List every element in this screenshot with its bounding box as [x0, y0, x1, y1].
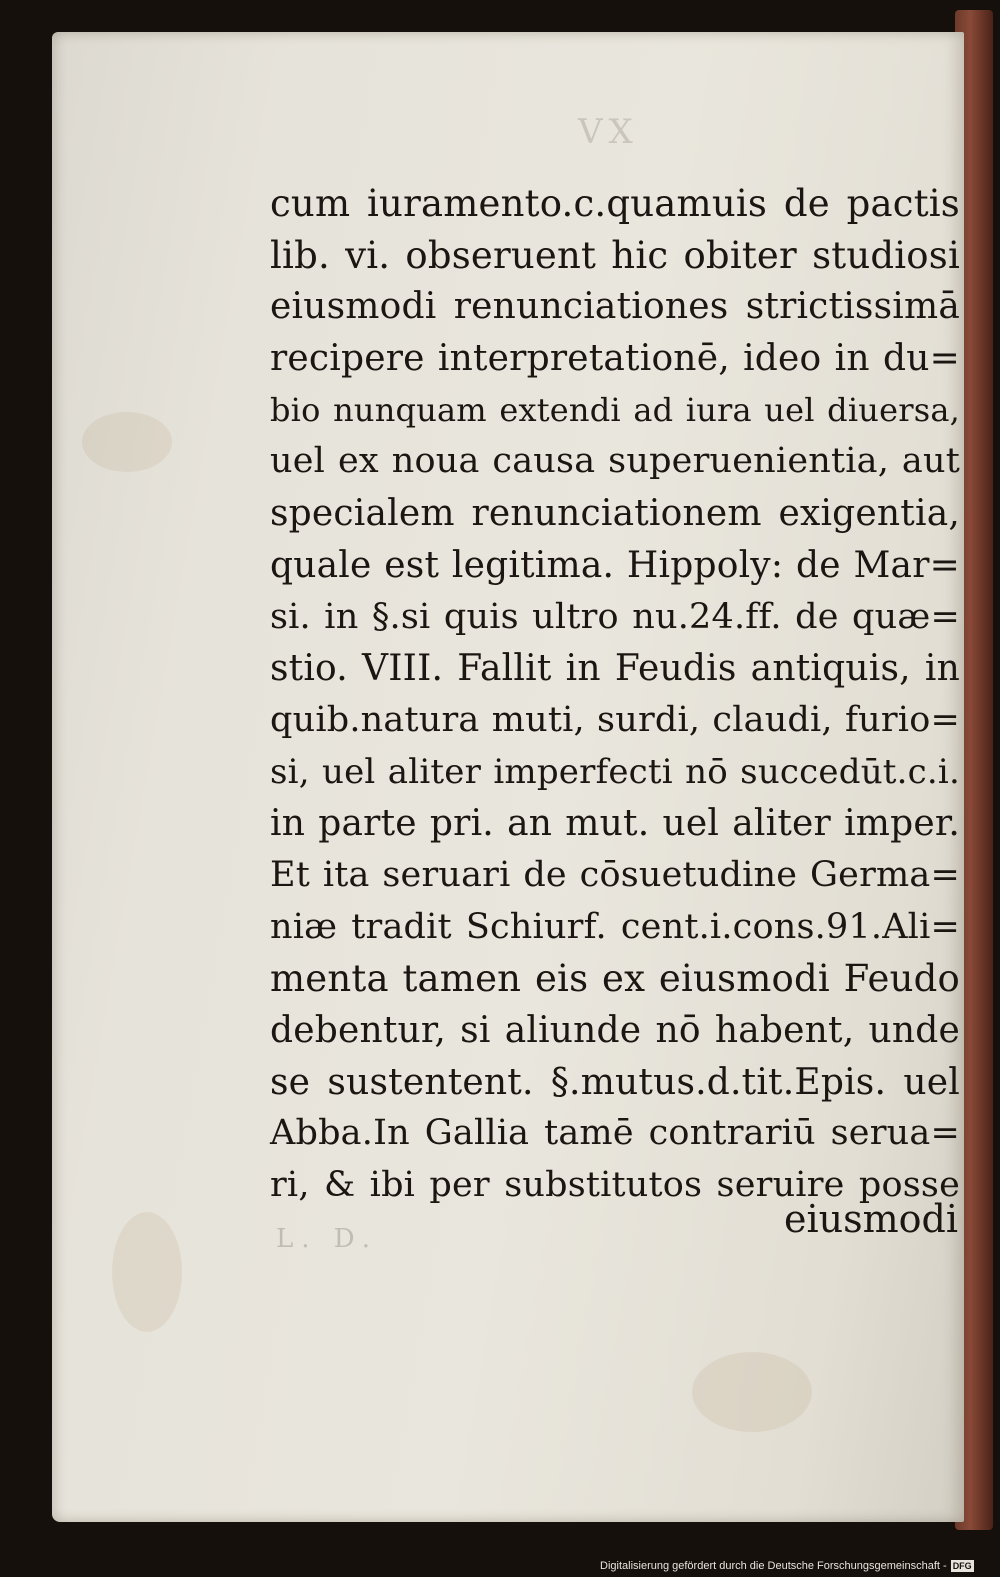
text-line: recipere interpretationē, ideo in du= — [270, 338, 960, 380]
text-line: menta tamen eis ex eiusmodi Feudo — [270, 957, 960, 1001]
text-line: specialem renunciationem exigentia, — [270, 493, 960, 535]
text-line: uel ex noua causa superuenientia, aut — [270, 441, 960, 482]
paper-stain — [82, 412, 172, 472]
text-line: lib. vi. obseruent hic obiter studiosi — [270, 233, 960, 277]
text-line: quib.natura muti, surdi, claudi, furio= — [270, 699, 960, 740]
text-line: eiusmodi renunciationes strictissimā — [270, 286, 960, 328]
paper-stain — [112, 1212, 182, 1332]
text-line: in parte pri. an mut. uel aliter imper. — [270, 803, 960, 845]
faint-margin-mark: L. D. — [276, 1224, 378, 1254]
text-line: cum iuramento.c.quamuis de pactis — [270, 182, 960, 225]
text-line: se sustentent. §.mutus.d.tit.Epis. uel — [270, 1061, 960, 1103]
paper-stain — [692, 1352, 812, 1432]
text-line: si. in §.si quis ultro nu.24.ff. de quæ= — [270, 596, 960, 637]
catchword: eiusmodi — [783, 1197, 958, 1241]
text-line: Et ita seruari de cōsuetudine Germa= — [270, 854, 960, 895]
text-line: ri, & ibi per substitutos seruire posse — [270, 1165, 960, 1206]
funding-footer — [600, 1558, 974, 1574]
text-line: debentur, si aliunde nō habent, unde — [270, 1010, 960, 1051]
text-line: si, uel aliter imperfecti nō succedūt.c.i. — [270, 751, 960, 792]
dfg-logo: DFG — [952, 1561, 972, 1571]
signature-mark: VX — [578, 112, 639, 152]
text-line: quale est legitima. Hippoly: de Mar= — [270, 544, 960, 586]
text-line: Abba.In Gallia tamē contrariū serua= — [270, 1113, 960, 1154]
funding-note: Digitalisierung gefördert durch die Deutsche Forschungsgemeinschaft - — [600, 1560, 947, 1572]
body-text — [270, 178, 960, 1212]
text-line: niæ tradit Schiurf. cent.i.cons.91.Ali= — [270, 906, 960, 947]
text-line: bio nunquam extendi ad iura uel diuersa, — [270, 390, 960, 429]
text-line: stio. VIII. Fallit in Feudis antiquis, in — [270, 648, 960, 690]
